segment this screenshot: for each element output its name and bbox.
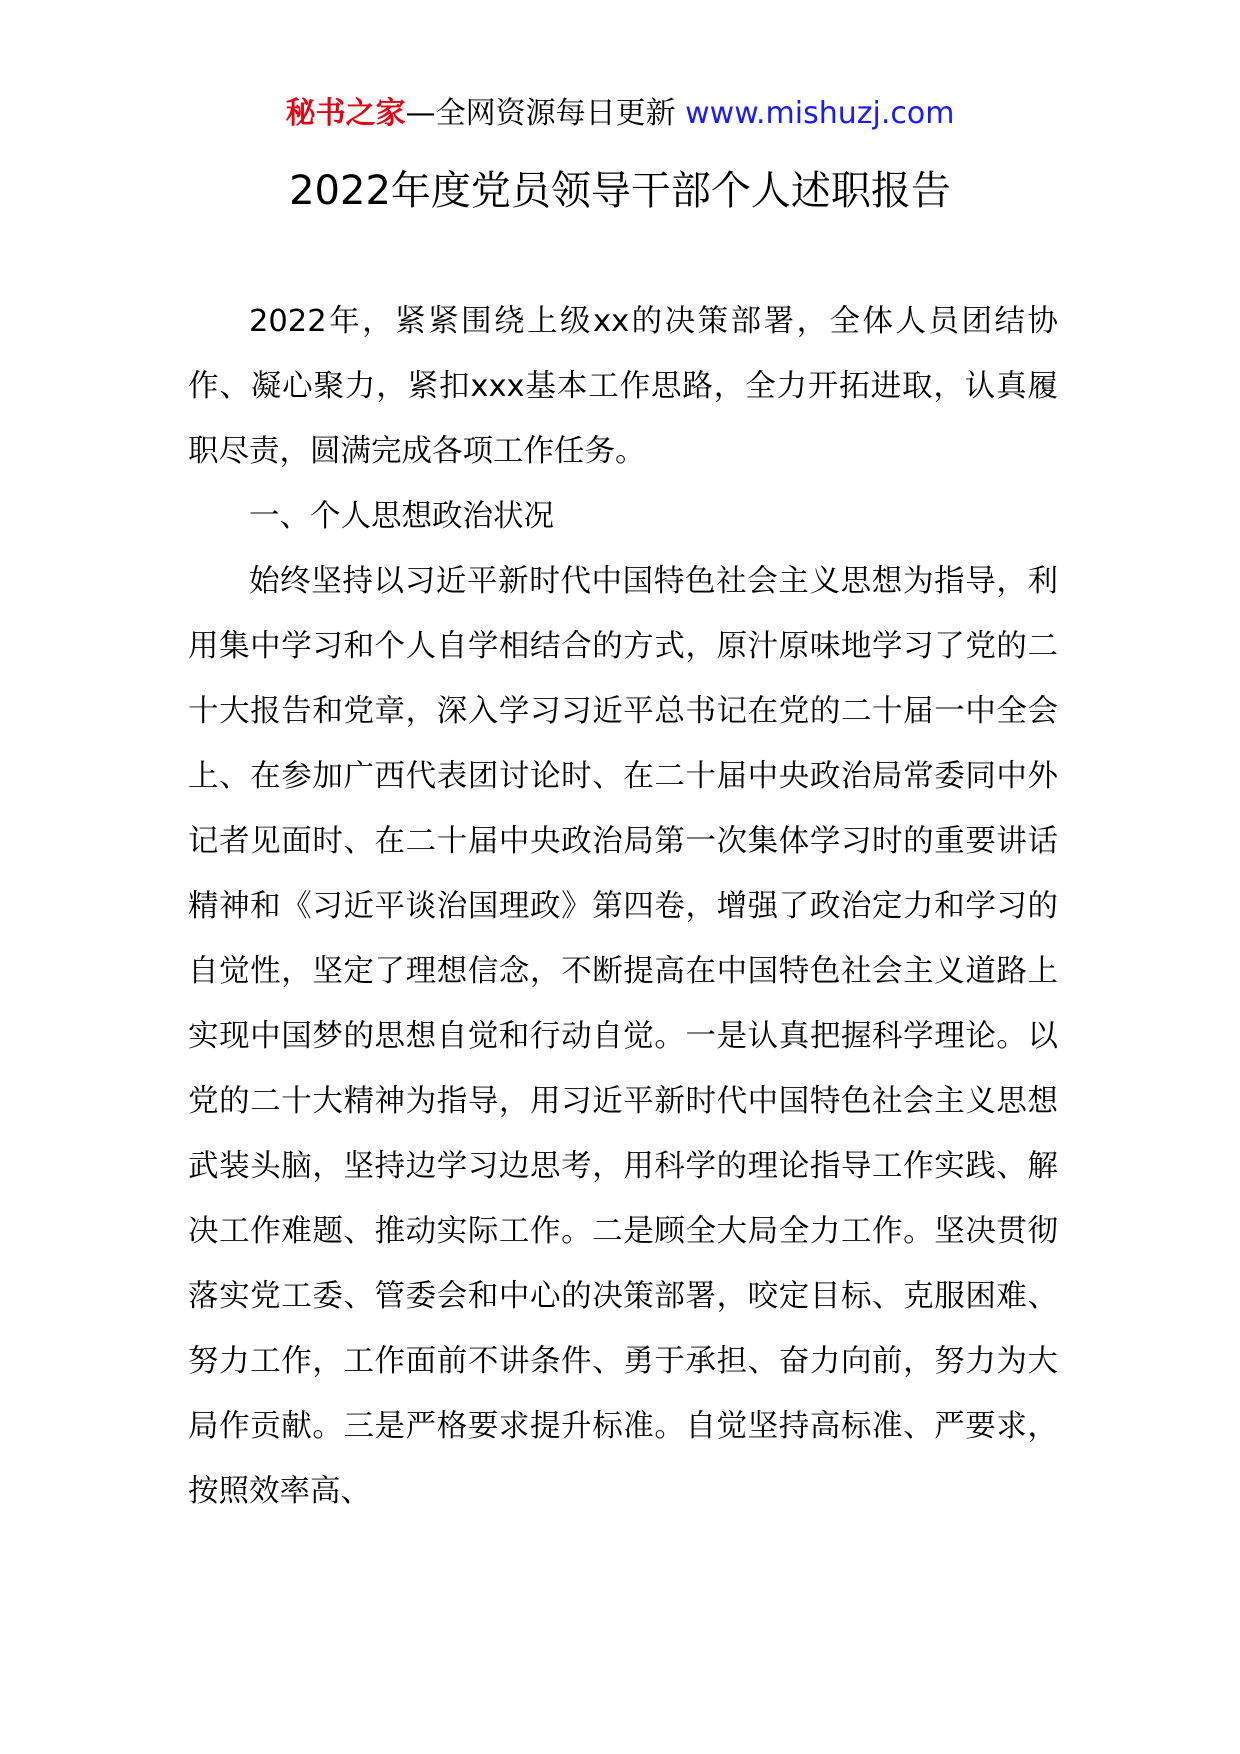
document-body — [188, 289, 1058, 1524]
website-link[interactable]: www.mishuzj.com — [685, 96, 955, 131]
brand-name: 秘书之家 — [285, 96, 406, 131]
document-title: 2022年度党员领导干部个人述职报告 — [289, 168, 951, 214]
body-paragraph: 始终坚持以习近平新时代中国特色社会主义思想为指导，利用集中学习和个人自学相结合的方式，原汁原味地学习了党的二十大报告和党章，深入学习习近平总书记在党的二十届一中全会上、在参加广西代表团讨论时、在二十届中央政治局常委同中外记者见面时、在二十届中央政治局第一次集体学习时的重要讲话精神和《习近平谈治国理政》第四卷，增强了政治定力和学习的自觉性，坚定了理想信念，不断提高在中国特色社会主义道路上实现中国梦的思想自觉和行动自觉。一是认真把握科学理论。以党的二十大精神为指导，用习近平新时代中国特色社会主义思想武装头脑，坚持边学习边思考，用科学的理论指导工作实践、解决工作难题、推动实际工作。二是顾全大局全力工作。坚决贯彻落实党工委、管委会和中心的决策部署，咬定目标、克服困难、努力工作，工作面前不讲条件、勇于承担、奋力向前，努力为大局作贡献。三是严格要求提升标准。自觉坚持高标准、严要求，按照效率高、 — [188, 564, 1058, 1509]
slogan-text: —全网资源每日更新 — [405, 96, 686, 131]
header-banner — [0, 94, 1240, 134]
intro-paragraph: 2022年，紧紧围绕上级xx的决策部署，全体人员团结协作、凝心聚力，紧扣xxx基本工作思路，全力开拓进取，认真履职尽责，圆满完成各项工作任务。 — [188, 304, 1058, 469]
section-heading: 一、个人思想政治状况 — [249, 499, 554, 534]
